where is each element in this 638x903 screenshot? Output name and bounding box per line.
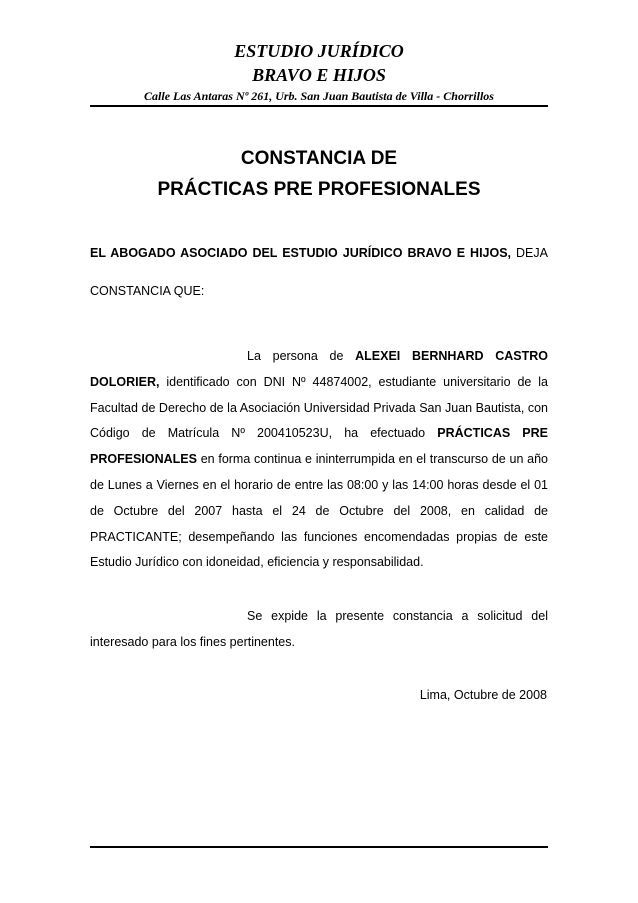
practicas-bold-text: PRÁCTICAS PRE PROFESIONALES	[90, 426, 549, 467]
body-text-3: en forma continua e ininterrumpida en el transcurso de un año de Lunes a Viernes en el horario de entre las 08:00 y las 14:00 horas desde el 01 de Octubre del 2007 hasta el 24 de Octubre del 2008, en calidad de PRACTICANTE; desempeñando las funciones encomendadas propias de este Estudio Jurídico con idoneidad, eficiencia y responsabilidad.	[90, 452, 548, 570]
header-divider	[90, 105, 548, 107]
body-text-1: La persona de	[247, 349, 356, 363]
intro-paragraph	[90, 234, 548, 310]
firm-address: Calle Las Antaras Nº 261, Urb. San Juan Bautista de Villa - Chorrillos	[144, 89, 494, 103]
document-title-line1: CONSTANCIA DE	[240, 148, 398, 169]
body-text-2: identificado con DNI Nº 44874002, estudiante universitario de la Facultad de Derecho de la Asociación Universidad Privada San Juan Bautista, con Código de Matrícula Nº 200410523U, ha efectuado	[90, 374, 548, 441]
footer-divider	[90, 846, 548, 848]
body-paragraph	[90, 344, 548, 576]
intro-text: DEJA CONSTANCIA QUE:	[90, 246, 548, 298]
intro-bold-text: EL ABOGADO ASOCIADO DEL ESTUDIO JURÍDICO BRAVO E HIJOS,	[90, 246, 512, 260]
issuance-paragraph: Se expide la presente constancia a solicitud del interesado para los fines pertinentes.	[90, 609, 548, 649]
place-date: Lima, Octubre de 2008	[419, 688, 547, 702]
firm-name-line2: BRAVO E HIJOS	[252, 65, 386, 85]
document-title-line2: PRÁCTICAS PRE PROFESIONALES	[157, 179, 481, 200]
person-name: ALEXEI BERNHARD CASTRO DOLORIER,	[90, 349, 548, 389]
firm-name-line1: ESTUDIO JURÍDICO	[234, 41, 404, 61]
